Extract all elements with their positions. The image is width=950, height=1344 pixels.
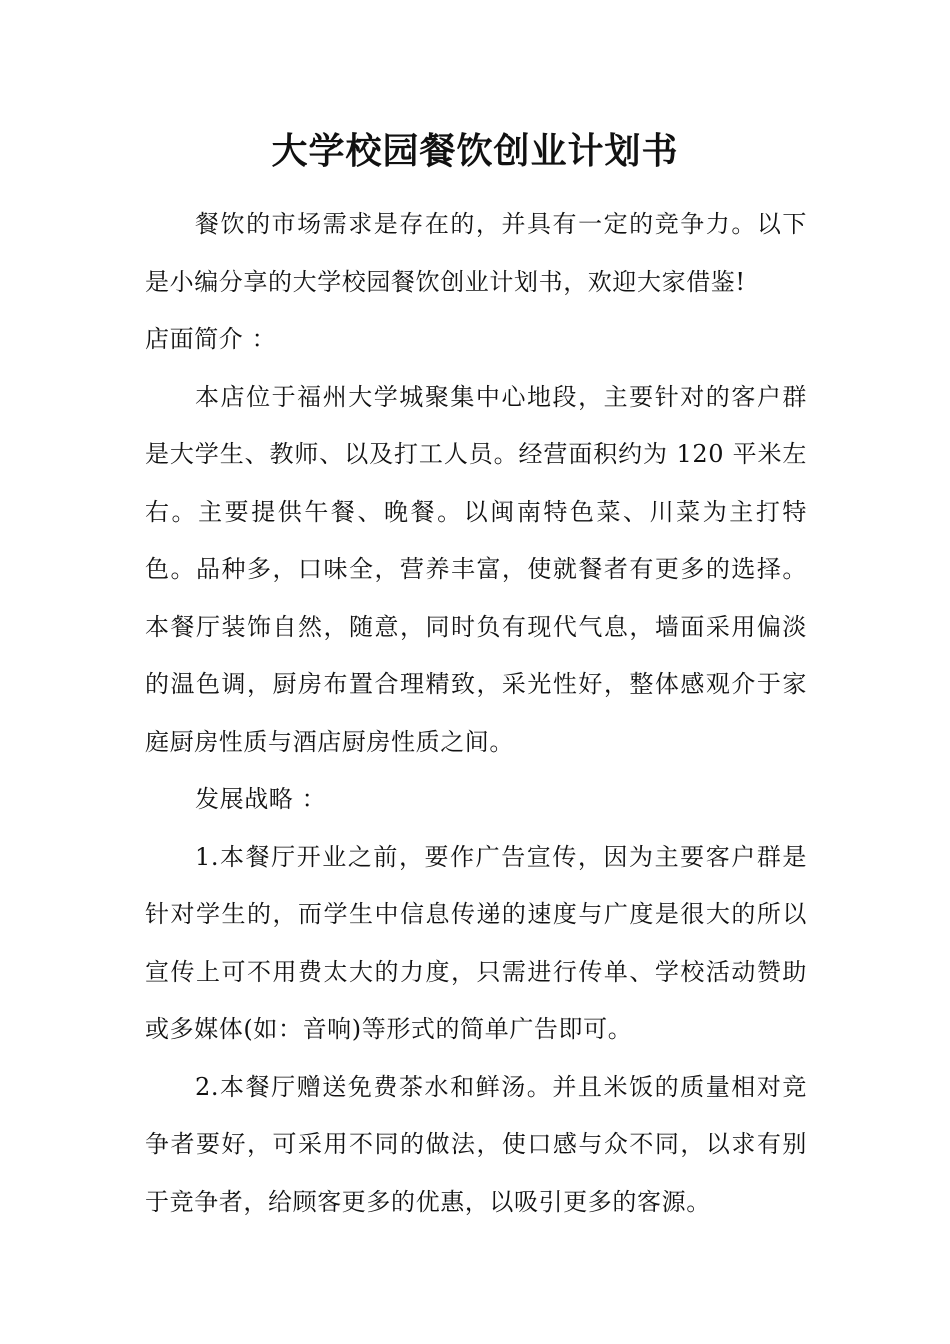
section-heading-strategy: 发展战略 ： [195, 785, 327, 813]
section-heading-store-intro: 店面简介 ： [145, 325, 277, 353]
strategy-item-1: 1.本餐厅开业之前，要作广告宣传，因为主要客户群是针对学生的，而学生中信息传递的速度与广度是很大的所以宣传上可不用费太大的力度，只需进行传单、学校活动赞助或多媒体(如：音响)等形式的简单广告即可。 [145, 842, 807, 1043]
store-intro-paragraph: 本店位于福州大学城聚集中心地段，主要针对的客户群是大学生、教师、以及打工人员。经营面积约为 120 平米左右。主要提供午餐、晚餐。以闽南特色菜、川菜为主打特色。品种多，口味全，营养丰富，使就餐者有更多的选择。本餐厅装饰自然，随意，同时负有现代气息，墙面采用偏淡的温色调，厨房布置合理精致，采光性好，整体感观介于家庭厨房性质与酒店厨房性质之间。 [145, 382, 807, 756]
document-title: 大学校园餐饮创业计划书 [271, 131, 679, 172]
intro-paragraph: 餐饮的市场需求是存在的，并具有一定的竞争力。以下是小编分享的大学校园餐饮创业计划书，欢迎大家借鉴! [145, 210, 807, 296]
strategy-item-2: 2.本餐厅赠送免费茶水和鲜汤。并且米饭的质量相对竞争者要好，可采用不同的做法，使口感与众不同，以求有别于竞争者，给顾客更多的优惠，以吸引更多的客源。 [145, 1072, 807, 1216]
document-body [145, 196, 807, 1231]
